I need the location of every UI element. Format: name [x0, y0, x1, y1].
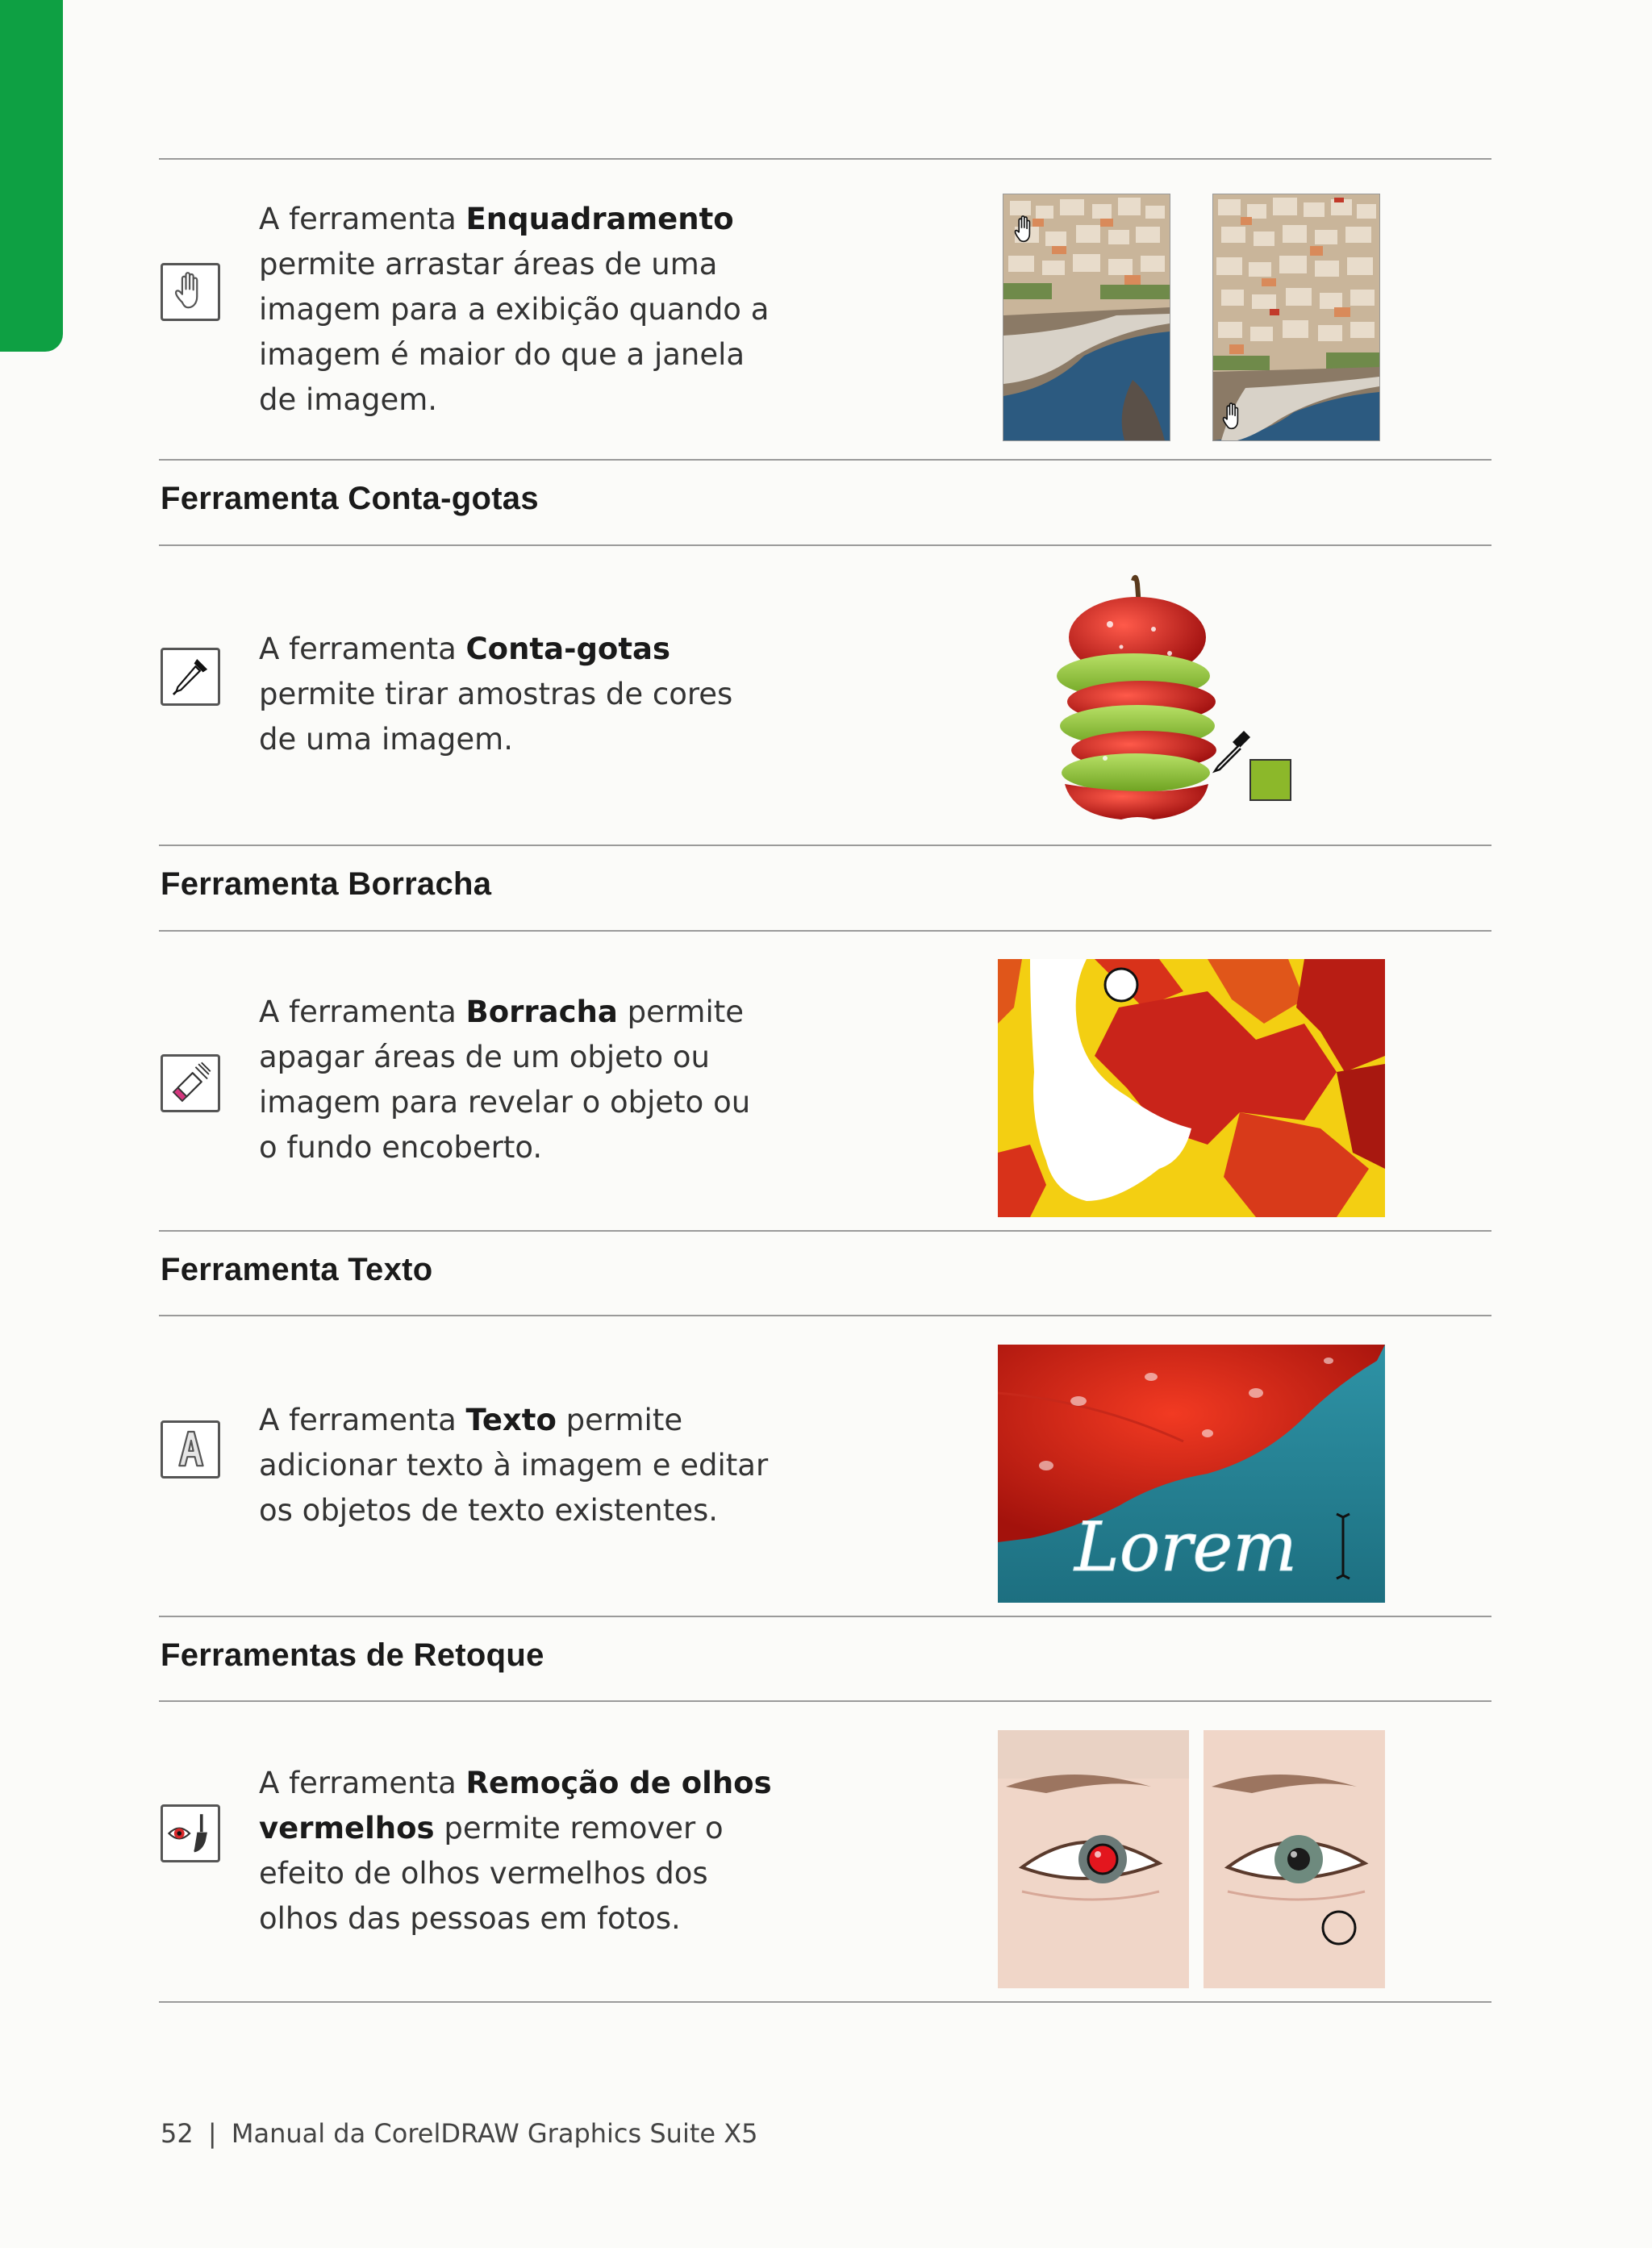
eraser-tool-name: Borracha: [465, 995, 618, 1029]
sample-text: Lorem: [1074, 1508, 1297, 1587]
eyedropper-icon: [161, 648, 220, 706]
page-footer: [161, 2118, 758, 2149]
divider: [159, 1700, 1491, 1702]
red-eye-after: [1204, 1730, 1385, 1988]
divider: [159, 544, 1491, 546]
eraser-icon: [161, 1054, 220, 1112]
retouch-heading: Ferramentas de Retoque: [161, 1637, 544, 1673]
divider: [159, 845, 1491, 846]
red-eye-icon: [161, 1804, 220, 1862]
divider: [159, 1315, 1491, 1316]
red-eye-before: [998, 1730, 1189, 1988]
pan-description: A ferramenta Enquadramento permite arrastar áreas de uma imagem para a exibição quando a imagem é maior do que a janela de imagem.: [259, 202, 770, 417]
eraser-description: A ferramenta Borracha permite apagar áreas de um objeto ou imagem para revelar o objeto ou o fundo encoberto.: [259, 995, 751, 1165]
footer-separator: |: [207, 2118, 217, 2149]
sampled-color-swatch: [1250, 760, 1291, 800]
divider: [159, 1230, 1491, 1232]
divider: [159, 2001, 1491, 2003]
eraser-heading: Ferramenta Borracha: [161, 866, 492, 902]
pan-example-after: [1212, 194, 1380, 441]
document-title: Manual da CorelDRAW Graphics Suite X5: [231, 2118, 758, 2149]
divider: [159, 930, 1491, 932]
chapter-tab: [0, 0, 63, 352]
page-number: 52: [161, 2118, 194, 2149]
eyedropper-tool-name: Conta-gotas: [465, 632, 671, 666]
eyedropper-heading: Ferramenta Conta-gotas: [161, 481, 539, 516]
divider: [159, 1616, 1491, 1617]
divider: [159, 158, 1491, 160]
text-heading: Ferramenta Texto: [161, 1252, 433, 1287]
red-eye-tool-name: Remoção de olhos vermelhos: [259, 1766, 772, 1846]
leaf-text-illustration: [998, 1345, 1385, 1603]
eyedropper-description: A ferramenta Conta-gotas permite tirar amostras de cores de uma imagem.: [259, 632, 733, 757]
pan-example-before: [1003, 194, 1170, 441]
hand-icon: [161, 263, 220, 321]
eraser-cursor: [1105, 969, 1137, 1001]
pan-tool-name: Enquadramento: [465, 202, 734, 236]
red-eye-description: A ferramenta Remoção de olhos vermelhos permite remover o efeito de olhos vermelhos dos olhos das pessoas em fotos.: [259, 1766, 772, 1936]
divider: [159, 459, 1491, 461]
text-tool-name: Texto: [465, 1403, 557, 1437]
text-tool-icon: [161, 1420, 220, 1479]
text-description: A ferramenta Texto permite adicionar texto à imagem e editar os objetos de texto existentes.: [259, 1403, 769, 1528]
leaves-eraser-illustration: [998, 959, 1385, 1217]
apple-sample-illustration: [1032, 573, 1323, 831]
